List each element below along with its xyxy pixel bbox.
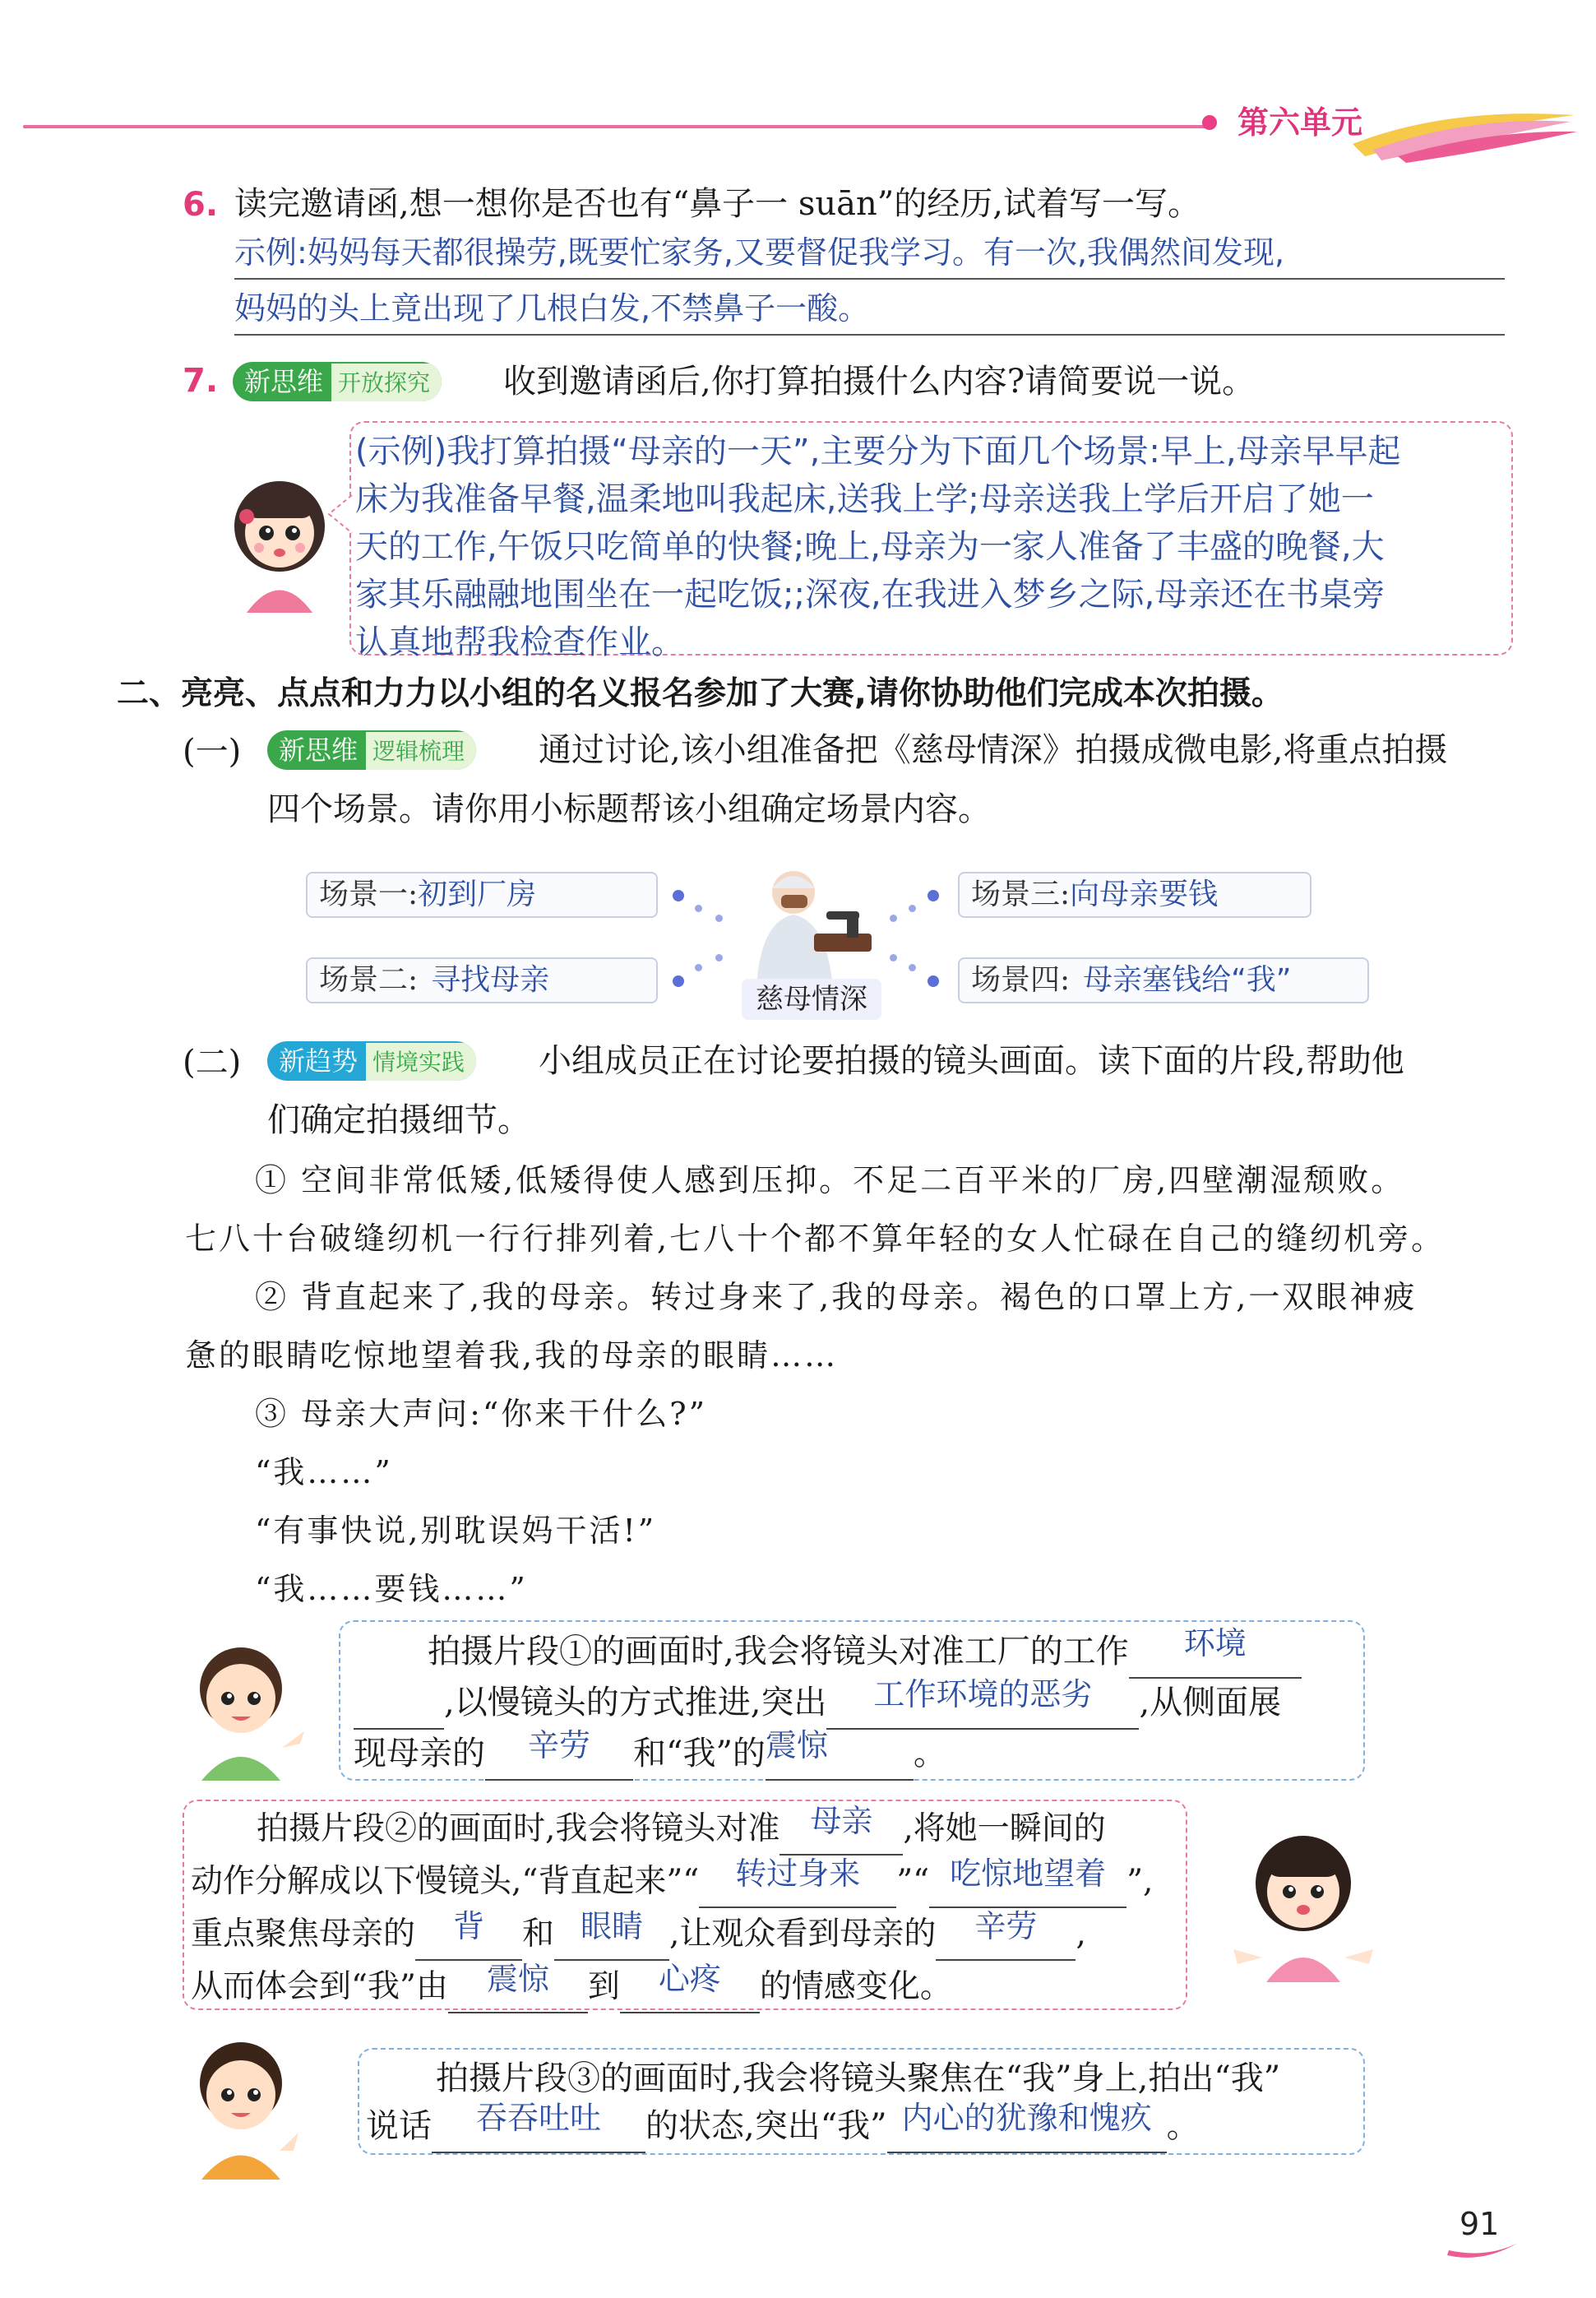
page-number: 91: [1460, 2206, 1500, 2242]
blank-field: [448, 1961, 588, 2013]
q6-number: 6.: [183, 186, 219, 224]
bubble-3-text: 说话: [366, 2107, 432, 2145]
q6-answer-line-2: [234, 285, 1505, 336]
scene-label: 场景四:: [971, 963, 1071, 997]
center-title: 慈母情深: [742, 979, 881, 1020]
bubble-1-text: 拍摄片段①的画面时,我会将镜头对准工厂的工作: [428, 1633, 1129, 1670]
bubble-1-text: [354, 1624, 1365, 1781]
bubble-2-text: 的情感变化。: [759, 1968, 952, 2005]
scene-answer: 寻找母亲: [431, 963, 550, 997]
connector-dot: [909, 905, 916, 912]
passage-line: 惫的眼睛吃惊地望着我,我的母亲的眼睛……: [185, 1337, 839, 1374]
passage-line: 七八十台破缝纫机一行行排列着,七八十个都不算年轻的女人忙碌在自己的缝纫机旁。: [185, 1221, 1446, 1257]
blank-answer: 眼睛: [581, 1908, 644, 1944]
passage-line: “我……要钱……”: [255, 1571, 528, 1607]
bubble-2-text: ”,: [1126, 1863, 1154, 1900]
scene-box-2: [306, 957, 658, 1003]
blank-answer: 背: [453, 1908, 485, 1944]
part2-text-1: 小组成员正在讨论要拍摄的镜头画面。读下面的片段,帮助他: [539, 1042, 1404, 1080]
blank-answer: 转过身来: [735, 1856, 861, 1892]
connector-dot: [715, 915, 723, 922]
blank-field: [699, 1856, 896, 1908]
q7-answer-line: 家其乐融融地围坐在一起吃饭;;深夜,在我进入梦乡之际,母亲还在书桌旁: [355, 576, 1386, 614]
blank-answer: 工作环境的恶劣: [873, 1676, 1093, 1712]
part1-tag: [267, 730, 476, 770]
connector-dot: [715, 954, 723, 961]
passage-line: ① 空间非常低矮,低矮得使人感到压抑。不足二百平米的厂房,四壁潮湿颓败。: [255, 1162, 1405, 1198]
header-dot: [1202, 115, 1217, 130]
header-rule: [23, 125, 1207, 128]
bubble-1-text: 和“我”的: [633, 1735, 766, 1772]
bubble-2-text: 动作分解成以下慢镜头,“背直起来”“: [191, 1863, 700, 1900]
scene-answer: 母亲塞钱给“我”: [1083, 963, 1292, 997]
bubble-2-text: [191, 1803, 1194, 2013]
q7-number: 7.: [183, 362, 219, 400]
part2-tag-main: 新趋势: [279, 1045, 359, 1077]
blank-field: [765, 1727, 914, 1781]
blank-field: [485, 1727, 633, 1781]
blank-answer: 吃惊地望着: [950, 1856, 1107, 1892]
connector-dot: [890, 915, 897, 922]
connector-dot: [928, 890, 939, 901]
blank-field: [936, 1908, 1076, 1961]
q7-answer-line: 认真地帮我检查作业。: [355, 623, 684, 661]
bubble-2-text: ”“: [896, 1863, 930, 1900]
bubble-2-text: ,让观众看到母亲的: [669, 1916, 937, 1953]
q7-tag-main: 新思维: [244, 366, 324, 397]
blank-answer: 母亲: [810, 1803, 873, 1839]
bubble-1-text: 现母亲的: [354, 1735, 485, 1772]
blank-answer: 辛劳: [527, 1727, 590, 1763]
passage-line: “我……”: [255, 1454, 393, 1490]
q7-tag-sub: 开放探究: [331, 364, 442, 401]
blank-answer: 辛劳: [974, 1908, 1038, 1944]
page-number-swoosh-icon: [1446, 2239, 1520, 2263]
connector-dot: [673, 890, 684, 901]
part1-text-1: 通过讨论,该小组准备把《慈母情深》拍摄成微电影,将重点拍摄: [539, 731, 1448, 769]
blank-field: [354, 1689, 444, 1730]
bubble-3-text: 。: [1166, 2107, 1200, 2145]
q7-answer-line: (示例)我打算拍摄“母亲的一天”,主要分为下面几个场景:早上,母亲早早起: [355, 433, 1401, 470]
blank-answer: 环境: [1183, 1625, 1247, 1661]
part2-tag: [267, 1041, 476, 1081]
bubble-2-text: 从而体会到“我”由: [191, 1968, 448, 2005]
scene-label: 场景二:: [319, 963, 419, 997]
q7-answer-line: 天的工作,午饭只吃简单的快餐;晚上,母亲为一家人准备了丰盛的晚餐,大: [355, 528, 1385, 566]
q6-answer-text-1: 示例:妈妈每天都很操劳,既要忙家务,又要督促我学习。有一次,我偶然间发现,: [234, 234, 1285, 271]
scene-answer: 初到厂房: [418, 878, 537, 911]
q7-bubble-tail: [327, 493, 354, 535]
mother-sewing-illustration-icon: [736, 864, 880, 987]
blank-field: [1129, 1625, 1302, 1679]
blank-answer: 吞吞吐吐: [475, 2100, 601, 2136]
girl-avatar-icon: [214, 469, 345, 613]
connector-dot: [890, 954, 897, 961]
bubble-2-text: 和: [522, 1916, 555, 1953]
part1-text-2: 四个场景。请你用小标题帮该小组确定场景内容。: [267, 790, 991, 828]
scene-box-1: [306, 872, 658, 918]
boy-avatar-2-icon: [177, 2027, 308, 2180]
reading-passage: [185, 1151, 1509, 1619]
blank-field: [887, 2100, 1167, 2153]
blank-answer: 心疼: [658, 1961, 721, 1997]
blank-field: [432, 2100, 645, 2153]
bubble-2-text: ,: [1076, 1916, 1086, 1953]
section2-title: 二、亮亮、点点和力力以小组的名义报名参加了大赛,请你协助他们完成本次拍摄。: [117, 675, 1284, 712]
bubble-2-text: 到: [587, 1968, 620, 2005]
bubble-3-text: 拍摄片段③的画面时,我会将镜头聚焦在“我”身上,拍出“我”: [436, 2059, 1281, 2097]
bubble-2-text: 拍摄片段②的画面时,我会将镜头对准: [257, 1810, 780, 1847]
scene-label: 场景三:: [971, 878, 1071, 911]
passage-line: “有事快说,别耽误妈干活!”: [255, 1513, 657, 1549]
part1-tag-main: 新思维: [279, 734, 359, 766]
q7-tag: [233, 362, 442, 401]
passage-line: ③ 母亲大声问:“你来干什么?”: [255, 1396, 708, 1432]
bubble-3-text: [366, 2051, 1365, 2153]
header-swoosh-icon: [1349, 99, 1579, 164]
blank-answer: 内心的犹豫和愧疚: [901, 2100, 1152, 2136]
girl-avatar-2-icon: [1225, 1818, 1381, 1982]
boy-avatar-icon: [177, 1633, 308, 1781]
scene-label: 场景一:: [319, 878, 419, 911]
q7-answer-text: [355, 428, 1515, 666]
scene-box-3: [958, 872, 1311, 918]
bubble-1-text: 。: [913, 1735, 946, 1772]
connector-dot: [673, 975, 684, 987]
connector-dot: [695, 905, 702, 912]
scene-box-4: [958, 957, 1369, 1003]
blank-answer: 震惊: [765, 1727, 828, 1763]
connector-dot: [909, 964, 916, 971]
q6-answer-line-1: [234, 229, 1505, 280]
part2-label: (二): [183, 1044, 242, 1082]
scene-answer: 向母亲要钱: [1070, 878, 1219, 911]
q7-answer-line: 床为我准备早餐,温柔地叫我起床,送我上学;母亲送我上学后开启了她一: [355, 480, 1374, 518]
bubble-3-text: 的状态,突出“我”: [645, 2107, 887, 2145]
connector-dot: [695, 964, 702, 971]
part1-label: (一): [183, 733, 242, 771]
part1-tag-sub: 逻辑梳理: [366, 732, 476, 770]
bubble-1-text: ,以慢镜头的方式推进,突出: [444, 1684, 827, 1721]
passage-line: ② 背直起来了,我的母亲。转过身来了,我的母亲。褐色的口罩上方,一双眼神疲: [255, 1279, 1418, 1315]
blank-field: [620, 1961, 760, 2013]
connector-dot: [928, 975, 939, 987]
bubble-1-text: ,从侧面展: [1139, 1684, 1282, 1721]
part2-text-2: 们确定拍摄细节。: [267, 1101, 530, 1139]
q6-prompt: 读完邀请函,想一想你是否也有“鼻子一 suān”的经历,试着写一写。: [234, 185, 1200, 223]
q6-answer-text-2: 妈妈的头上竟出现了几根白发,不禁鼻子一酸。: [234, 290, 870, 327]
blank-answer: 震惊: [486, 1961, 549, 1997]
part2-tag-sub: 情境实践: [366, 1043, 476, 1081]
unit-title: 第六单元: [1237, 104, 1363, 141]
bubble-2-text: ,将她一瞬间的: [903, 1810, 1106, 1847]
bubble-2-text: 重点聚焦母亲的: [191, 1916, 416, 1953]
q7-prompt: 收到邀请函后,你打算拍摄什么内容?请简要说一说。: [503, 363, 1256, 401]
